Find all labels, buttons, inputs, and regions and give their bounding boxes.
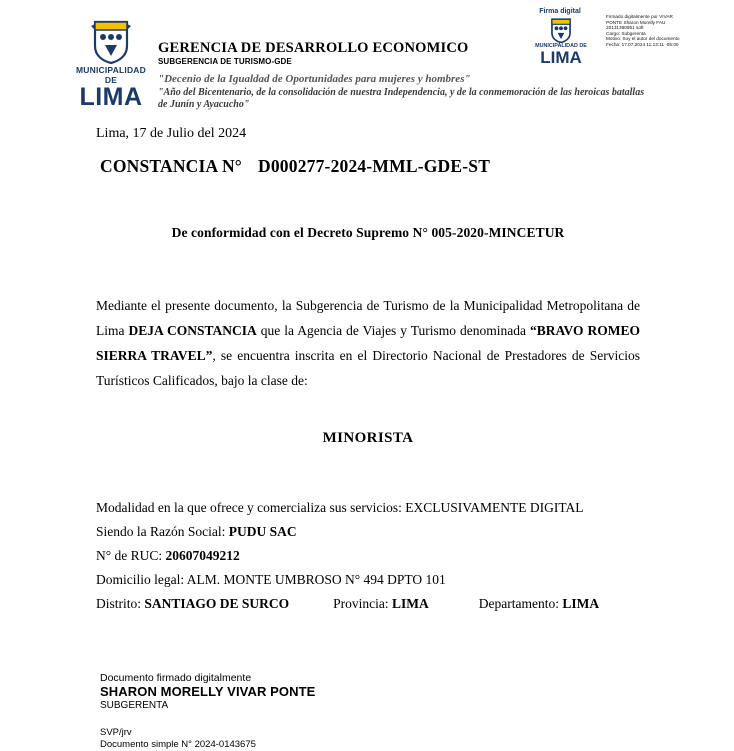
district-label: Distrito: (96, 596, 142, 611)
detail-business-name (96, 520, 640, 544)
footer-initials: SVP/jrv (100, 727, 132, 738)
issue-date: Lima, 17 de Julio del 2024 (96, 126, 247, 141)
document-footer (96, 672, 640, 751)
signature-detail-line-1: Firmado digitalmente por VIVAR (606, 14, 673, 19)
department-value: LIMA (562, 596, 600, 611)
main-paragraph (96, 293, 640, 393)
document-body (0, 126, 734, 751)
address-value: ALM. MONTE UMBROSO N° 494 DPTO 101 (186, 572, 446, 587)
footer-doc-reference: Documento simple N° 2024-0143675 (100, 739, 256, 750)
anniversary-line-2: de Junín y Ayacucho" (158, 99, 250, 110)
detail-ruc (96, 544, 640, 568)
province-value: LIMA (392, 596, 429, 611)
constancia-heading (96, 156, 640, 177)
digital-signature-stamp (502, 8, 702, 70)
slogan-line: "Decenio de la Igualdad de Oportunidades para mujeres y hombres" (158, 73, 471, 85)
detail-address (96, 568, 640, 592)
paragraph-emphasis-agency-name: “BRAVO ROMEO SIERRA TRAVEL” (96, 323, 640, 363)
modality-value: EXCLUSIVAMENTE DIGITAL (405, 500, 584, 515)
office-subtitle: SUBGERENCIA DE TURISMO-GDE (158, 57, 292, 66)
document-header (0, 0, 734, 112)
crest-municipality-label: MUNICIPALIDAD DE (76, 65, 146, 85)
paragraph-segment-3: , se encuentra inscrita en el Directorio Nacional de Prestadores de Servicios Turísticos Calificados, bajo la clase de: (96, 348, 641, 388)
signed-digitally-note: Documento firmado digitalmente (100, 672, 252, 684)
digital-signature-label: Firma digital (539, 8, 581, 15)
anniversary-line-1: "Año del Bicentenario, de la consolidación de nuestra Independencia, y de la conmemoración de las heroicas batallas (158, 87, 645, 98)
detail-location (96, 592, 640, 616)
signature-detail-line-5: Motivo: Soy el autor del documento (606, 36, 680, 42)
signature-municipality-label: MUNICIPALIDAD DE (535, 43, 587, 49)
detail-modality (96, 496, 640, 520)
signature-detail-line-4: Cargo: Subgerenta (606, 30, 646, 36)
ruc-value: 20607049212 (165, 548, 240, 563)
signature-city-label: LIMA (540, 48, 582, 67)
modality-label: Modalidad en la que ofrece y comercializa sus servicios: (96, 500, 402, 515)
signature-detail-line-3: 20131380951 soft (606, 25, 644, 31)
signature-crest (524, 17, 598, 66)
constancia-label: CONSTANCIA N° (100, 156, 243, 176)
paragraph-segment-2: que la Agencia de Viajes y Turismo denominada (256, 323, 531, 338)
business-name-label: Siendo la Razón Social: (96, 524, 226, 539)
signature-detail-line-2: PONTE Sharon Morelly FAU (606, 19, 666, 25)
address-label: Domicilio legal: (96, 572, 185, 587)
constancia-number: D000277-2024-MML-GDE-ST (258, 156, 491, 176)
business-name-value: PUDU SAC (228, 524, 297, 539)
municipality-crest-left (72, 18, 150, 109)
signer-role: SUBGERENTA (100, 700, 169, 711)
ruc-label: N° de RUC: (96, 548, 163, 563)
signature-detail-line-6: Fecha: 17.07.2024 11:13:11 -05:00 (606, 41, 679, 47)
province-label: Provincia: (333, 596, 389, 611)
department-label: Departamento: (478, 596, 560, 611)
decree-reference: De conformidad con el Decreto Supremo N° 005-2020-MINCETUR (171, 225, 565, 240)
coat-of-arms-small-icon (548, 17, 574, 43)
class-value: MINORISTA (322, 430, 414, 446)
paragraph-segment-1: Mediante el presente documento, la Subgerencia de Turismo de la Municipalidad Metropolitana de Lima (96, 298, 640, 338)
paragraph-emphasis-deja-constancia: DEJA CONSTANCIA (128, 323, 257, 338)
coat-of-arms-icon (91, 18, 131, 64)
district-value: SANTIAGO DE SURCO (144, 596, 290, 611)
signature-details (606, 14, 702, 48)
signer-name: SHARON MORELLY VIVAR PONTE (100, 684, 316, 699)
office-title: GERENCIA DE DESARROLLO ECONOMICO (158, 40, 469, 56)
crest-city-label: LIMA (79, 83, 143, 111)
details-block (96, 496, 640, 616)
